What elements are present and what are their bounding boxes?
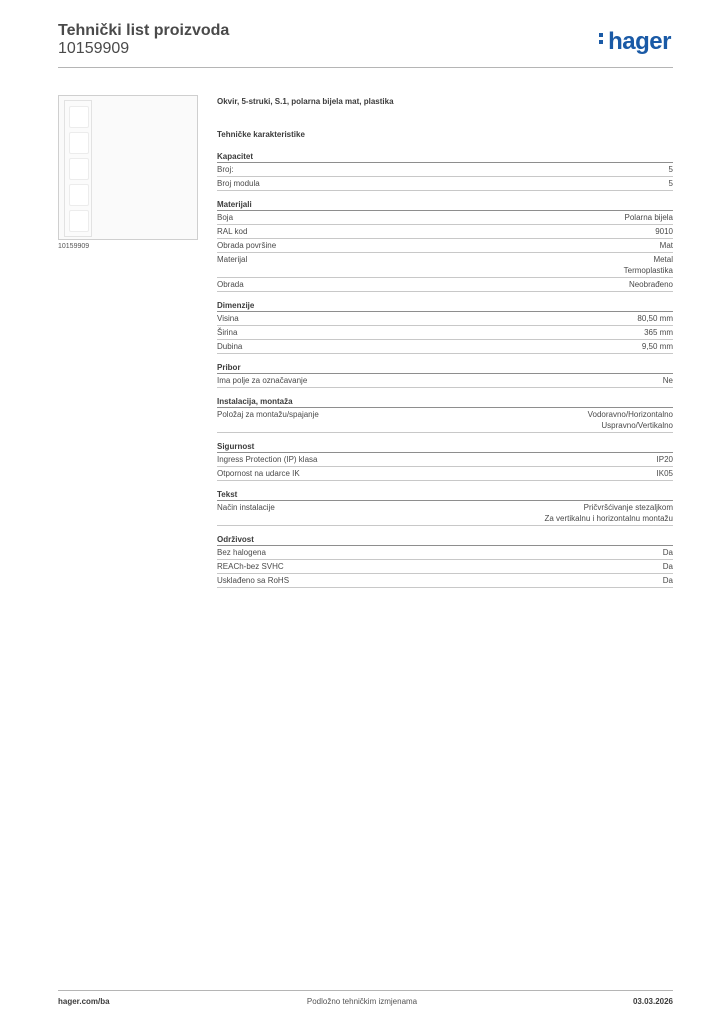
document-title: Tehnički list proizvoda [58, 22, 230, 39]
spec-value [629, 279, 673, 290]
spec-value [660, 240, 673, 251]
spec-row [217, 408, 673, 433]
logo-text: hager [608, 28, 671, 55]
spec-label: Obrada površine [217, 241, 277, 250]
spec-row [217, 574, 673, 588]
section-title: Materijali [217, 199, 673, 211]
spec-value [624, 254, 673, 276]
spec-value [644, 327, 673, 338]
spec-value-line: Da [662, 548, 673, 557]
spec-section [217, 441, 673, 481]
spec-row [217, 211, 673, 225]
spec-label: Obrada [217, 280, 244, 289]
spec-value-line: Termoplastika [623, 266, 673, 275]
spec-value-line: 80,50 mm [637, 314, 673, 323]
spec-row [217, 467, 673, 481]
footer-date: 03.03.2026 [632, 997, 673, 1006]
spec-value [637, 313, 673, 324]
spec-value-line: Pričvršćivanje stezaljkom [583, 503, 673, 512]
spec-value-line: 9010 [655, 227, 673, 236]
spec-section [217, 534, 673, 588]
spec-row [217, 546, 673, 560]
spec-row [217, 374, 673, 388]
spec-value-line: Da [662, 562, 673, 571]
spec-value-line: Neobrađeno [628, 280, 673, 289]
section-title: Dimenzije [217, 300, 673, 312]
spec-value [663, 375, 673, 386]
spec-row [217, 560, 673, 574]
spec-value [625, 212, 673, 223]
spec-value [669, 164, 673, 175]
spec-value [642, 341, 673, 352]
spec-row [217, 501, 673, 526]
spec-label: Boja [217, 213, 234, 222]
spec-label: Broj: [217, 165, 234, 174]
logo-colon-icon [599, 30, 606, 47]
spec-value-line: Za vertikalnu i horizontalnu montažu [544, 514, 673, 523]
frame-slot [69, 106, 89, 128]
frame-slot [69, 184, 89, 206]
spec-value-line: Vodoravno/Horizontalno [587, 410, 673, 419]
spec-value-line: Mat [659, 241, 673, 250]
spec-row [217, 239, 673, 253]
spec-label: Bez halogena [217, 548, 266, 557]
spec-label: REACh-bez SVHC [217, 562, 284, 571]
spec-label: Materijal [217, 255, 248, 264]
spec-section [217, 396, 673, 433]
section-title: Sigurnost [217, 441, 673, 453]
spec-value-line: IP20 [656, 455, 673, 464]
spec-row [217, 177, 673, 191]
spec-value-line: IK05 [656, 469, 673, 478]
spec-row [217, 225, 673, 239]
spec-value [588, 409, 673, 431]
spec-label: Usklađeno sa RoHS [217, 576, 290, 585]
spec-value [657, 454, 673, 465]
section-title: Instalacija, montaža [217, 396, 673, 408]
spec-value-line: Da [662, 576, 673, 585]
section-title: Održivost [217, 534, 673, 546]
spec-label: Dubina [217, 342, 243, 351]
spec-label: Položaj za montažu/spajanje [217, 410, 319, 419]
spec-section [217, 199, 673, 292]
footer-website: hager.com/ba [58, 997, 110, 1006]
image-caption: 10159909 [58, 243, 90, 250]
hager-logo [599, 28, 671, 56]
section-title: Tekst [217, 489, 673, 501]
spec-value [663, 575, 673, 586]
document-number: 10159909 [58, 40, 130, 57]
spec-value [655, 226, 673, 237]
spec-value-line: 9,50 mm [641, 342, 673, 351]
tech-heading: Tehničke karakteristike [217, 130, 305, 139]
spec-value-line: Metal [653, 255, 673, 264]
spec-value [544, 502, 673, 524]
spec-label: RAL kod [217, 227, 248, 236]
document-header [58, 22, 673, 58]
spec-value [663, 561, 673, 572]
spec-row [217, 278, 673, 292]
spec-value-line: 5 [668, 179, 673, 188]
spec-value-line: Uspravno/Vertikalno [601, 421, 673, 430]
section-title: Kapacitet [217, 151, 673, 163]
spec-section [217, 362, 673, 388]
spec-label: Broj modula [217, 179, 260, 188]
spec-label: Ima polje za označavanje [217, 376, 308, 385]
section-title: Pribor [217, 362, 673, 374]
spec-row [217, 326, 673, 340]
spec-label: Ingress Protection (IP) klasa [217, 455, 318, 464]
spec-sections [217, 151, 673, 588]
spec-content [217, 96, 673, 588]
product-description: Okvir, 5-struki, S.1, polarna bijela mat, plastika [217, 97, 394, 106]
spec-section [217, 151, 673, 191]
spec-value [669, 178, 673, 189]
footer-note: Podložno tehničkim izmjenama [306, 997, 418, 1006]
footer-divider [58, 990, 673, 991]
frame-slot [69, 158, 89, 180]
spec-row [217, 163, 673, 177]
spec-row [217, 312, 673, 326]
spec-value [657, 468, 673, 479]
spec-value-line: Polarna bijela [624, 213, 673, 222]
spec-row [217, 253, 673, 278]
spec-section [217, 489, 673, 526]
spec-row [217, 453, 673, 467]
spec-label: Način instalacije [217, 503, 275, 512]
product-image [58, 95, 198, 240]
spec-section [217, 300, 673, 354]
spec-label: Visina [217, 314, 239, 323]
frame-slot [69, 210, 89, 232]
frame-illustration [64, 100, 92, 237]
header-divider [58, 67, 673, 68]
spec-value [663, 547, 673, 558]
spec-label: Otpornost na udarce IK [217, 469, 300, 478]
spec-row [217, 340, 673, 354]
spec-value-line: 5 [668, 165, 673, 174]
spec-label: Širina [217, 328, 238, 337]
frame-slot [69, 132, 89, 154]
spec-value-line: 365 mm [644, 328, 673, 337]
spec-value-line: Ne [662, 376, 673, 385]
